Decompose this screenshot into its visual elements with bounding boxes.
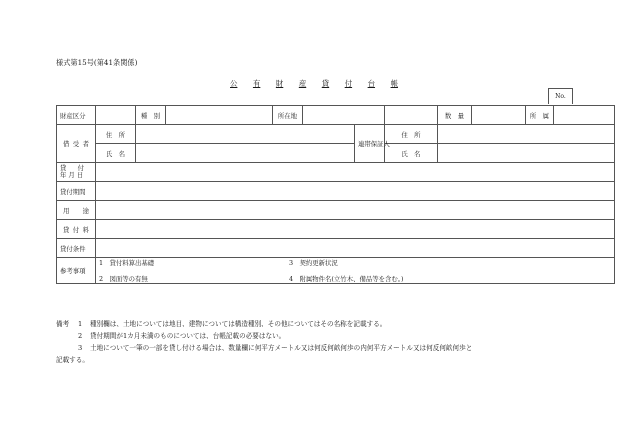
form-title bbox=[230, 78, 398, 89]
loan-period-value[interactable] bbox=[96, 182, 615, 201]
table-row bbox=[57, 106, 615, 125]
table-row bbox=[57, 144, 615, 163]
note-continuation: 記載する。 bbox=[56, 356, 89, 364]
reference-item: 3 契約更新状況 bbox=[289, 259, 338, 267]
table-row bbox=[57, 220, 615, 239]
reference-value[interactable] bbox=[96, 258, 615, 284]
note-item bbox=[56, 342, 581, 354]
property-category-value[interactable] bbox=[96, 106, 136, 125]
location-label: 所在地 bbox=[273, 106, 303, 125]
quantity-label: 数 量 bbox=[438, 106, 472, 125]
notes-section bbox=[56, 318, 581, 366]
property-category-label: 財産区分 bbox=[57, 106, 96, 125]
borrower-name-value[interactable] bbox=[136, 144, 355, 163]
use-value[interactable] bbox=[96, 201, 615, 220]
note-item bbox=[56, 318, 581, 330]
guarantor-name-label: 氏 名 bbox=[385, 144, 438, 163]
note-number: 1 bbox=[78, 320, 83, 328]
belongs-label: 所 属 bbox=[526, 106, 554, 125]
loan-date-label bbox=[57, 163, 96, 182]
belongs-value[interactable] bbox=[554, 106, 615, 125]
loan-fee-value[interactable] bbox=[96, 220, 615, 239]
location-value[interactable] bbox=[303, 106, 385, 125]
table-row bbox=[57, 125, 615, 144]
form-number: 様式第15号(第41条関係) bbox=[56, 58, 138, 67]
note-number: 3 bbox=[78, 344, 83, 352]
reference-item: 1 貸付料算出基礎 bbox=[99, 259, 155, 267]
table-row bbox=[57, 258, 615, 284]
guarantor-name-value[interactable] bbox=[438, 144, 615, 163]
note-number: 2 bbox=[78, 332, 83, 340]
title-char: 付 bbox=[344, 79, 353, 88]
loan-date-value[interactable] bbox=[96, 163, 615, 182]
title-char: 帳 bbox=[390, 79, 398, 88]
title-char: 台 bbox=[367, 79, 376, 88]
number-box: No. bbox=[548, 88, 573, 104]
title-char: 財 bbox=[275, 79, 284, 88]
reference-label: 参考事項 bbox=[57, 258, 96, 284]
title-char: 公 bbox=[230, 79, 238, 88]
loan-date-char: 付 bbox=[77, 164, 84, 172]
loan-date-line2: 年 月 日 bbox=[60, 171, 84, 179]
quantity-value[interactable] bbox=[472, 106, 526, 125]
type-value[interactable] bbox=[166, 106, 273, 125]
use-label: 用 途 bbox=[57, 201, 96, 220]
ledger-table bbox=[56, 105, 615, 284]
borrower-label: 借受者 bbox=[57, 125, 96, 163]
title-char: 産 bbox=[298, 79, 307, 88]
title-char: 貸 bbox=[321, 79, 330, 88]
table-row bbox=[57, 239, 615, 258]
table-row bbox=[57, 163, 615, 182]
borrower-address-label: 住 所 bbox=[96, 125, 136, 144]
borrower-address-value[interactable] bbox=[136, 125, 355, 144]
note-text: 種別欄は、土地については地目、建物については構造種別、その他についてはその名称を記載する。 bbox=[90, 320, 387, 328]
guarantor-label: 連帯保証人 bbox=[355, 125, 385, 163]
guarantor-address-value[interactable] bbox=[438, 125, 615, 144]
notes-label: 備考 bbox=[56, 320, 70, 328]
note-text: 貸付期間が1カ月未満のものについては、台帳記載の必要はない。 bbox=[90, 332, 286, 340]
note-text: 土地について一筆の一部を貸し付ける場合は、数量欄に何平方メートル又は何反何畝何歩の内何平方メートル又は何反何畝何歩と bbox=[90, 344, 473, 352]
loan-date-char: 貸 bbox=[60, 164, 67, 172]
note-item bbox=[56, 330, 581, 342]
loan-terms-label: 貸付条件 bbox=[57, 239, 96, 258]
reference-item: 4 附属物件名(立竹木、備品等を含む。) bbox=[289, 275, 404, 283]
type-label: 種 別 bbox=[136, 106, 166, 125]
reference-item: 2 図面等の有無 bbox=[99, 275, 148, 283]
location-value-extra[interactable] bbox=[385, 106, 438, 125]
loan-fee-label: 貸付料 bbox=[57, 220, 96, 239]
guarantor-address-label: 住 所 bbox=[385, 125, 438, 144]
table-row bbox=[57, 201, 615, 220]
title-char: 有 bbox=[252, 79, 261, 88]
borrower-name-label: 氏 名 bbox=[96, 144, 136, 163]
loan-terms-value[interactable] bbox=[96, 239, 615, 258]
table-row bbox=[57, 182, 615, 201]
loan-period-label: 貸付期間 bbox=[57, 182, 96, 201]
